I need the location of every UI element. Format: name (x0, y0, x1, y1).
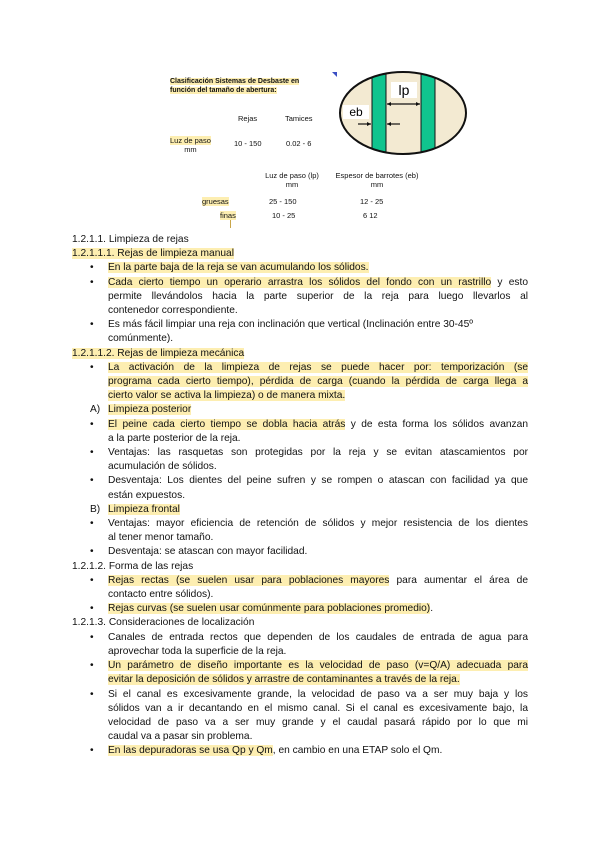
col-header-tamices: Tamices (285, 114, 313, 123)
r2-highlight: Rejas curvas (se suelen usar comúnmente para poblaciones promedio) (108, 603, 431, 615)
p1a-highlight: El peine cada cierto tiempo se dobla hacia atrás (108, 418, 346, 430)
c2b-line (72, 673, 528, 687)
eb-label: eb (349, 105, 363, 119)
r1b-text: contacto entre sólidos). (108, 589, 214, 601)
m2b-text: permite llevándolos hacia la parte superior de la reja para luego llevarlos al (108, 290, 528, 302)
p1a-rest: y de esta forma los sólidos avanzan (345, 418, 528, 430)
list-item-m2 (72, 276, 528, 290)
cursor-mark (230, 220, 231, 228)
list-item-m3: • Es más fácil limpiar una reja con inclinación que vertical (Inclinación entre 30-45º (72, 318, 528, 332)
col-header-espesor (332, 171, 422, 189)
row-label-gruesas: gruesas (202, 197, 229, 206)
list-item-m1 (72, 261, 528, 275)
k1b-text: programa cada cierto tiempo), pérdida de carga (cuando la pérdida de carga llega a (108, 376, 528, 388)
k1c-line (72, 389, 528, 403)
heading-12112 (72, 347, 528, 361)
heading-1213: 1.2.1.3. Consideraciones de localización (72, 617, 255, 629)
m2c-text: contenedor correspondiente. (108, 305, 238, 317)
list-item-c1: • Canales de entrada rectos que dependen de los caudales de entrada de agua para (72, 631, 528, 645)
row-label-finas: finas (220, 211, 236, 220)
col-header-espesor-line2: mm (370, 180, 384, 189)
list-item-c3: • Si el canal es excesivamente grande, la velocidad de paso va a ser muy baja y los (72, 688, 528, 702)
r2-rest: . (430, 603, 434, 615)
finas-espesor: 6 12 (363, 211, 378, 220)
heading-1212: 1.2.1.2. Forma de las rejas (72, 560, 194, 572)
c1b-text: aprovechar toda la superficie de la reja. (108, 645, 287, 657)
heading-12111-text: 1.2.1.1.1. Rejas de limpieza manual (72, 248, 234, 260)
list-item-p3: • Desventaja: Los dientes del peine sufren y se rompen o atascan con facilidad ya que (72, 474, 528, 488)
col-header-luz (257, 171, 327, 189)
col-header-espesor-line1: Espesor de barrotes (eb) (335, 171, 419, 180)
c2a-text: Un parámetro de diseño importante es la velocidad de paso (v=Q/A) adecuada para (108, 660, 528, 672)
lp-label: lp (398, 82, 410, 98)
list-item-f1: • Ventajas: mayor eficiencia de retención de sólidos y mejor resistencia de los dientes (72, 517, 528, 531)
c4-rest: , en cambio en una ETAP solo el Qm. (272, 745, 443, 757)
col-header-rejas: Rejas (238, 114, 258, 123)
row-label-luz (170, 136, 211, 154)
subsection-a (72, 403, 528, 417)
subsection-b (72, 503, 528, 517)
c3b-text: sólidos van a ir decantando en el mismo canal. Si el canal es excesivamente bajo, la (108, 702, 528, 714)
m2a-rest: y esto (491, 276, 529, 288)
row-label-luz-line2: mm (184, 145, 197, 154)
subsection-b-text: Limpieza frontal (108, 503, 180, 515)
c3d-text: caudal va a pasar sin problema. (108, 731, 253, 743)
subsection-a-text: Limpieza posterior (108, 404, 192, 416)
r1a-highlight: Rejas rectas (se suelen usar para poblaciones mayores (108, 574, 390, 586)
c2b-text: evitar la deposición de sólidos y arrastre de contaminantes a través de la reja. (108, 674, 460, 686)
p3b-text: están expuestos. (108, 489, 186, 501)
figure-title-line1: Clasificación Sistemas de Desbaste en (170, 78, 300, 85)
list-item-k1 (72, 361, 528, 375)
list-item-f2: • Desventaja: se atascan con mayor facilidad. (72, 545, 528, 559)
list-item-p2: • Ventajas: las rasquetas son protegidas por la reja y se evitan atascamientos por (72, 446, 528, 460)
c3c-text: velocidad de paso va a ser muy grande y el caudal pasará rápido por lo que mi (108, 716, 528, 728)
heading-12112-text: 1.2.1.1.2. Rejas de limpieza mecánica (72, 347, 245, 359)
row-label-luz-line1: Luz de paso (170, 136, 211, 145)
rejas-range: 10 - 150 (234, 139, 262, 148)
m3b-text: comúnmente). (108, 333, 174, 345)
tamices-range: 0.02 - 6 (286, 139, 312, 148)
gruesas-espesor: 12 - 25 (360, 197, 384, 206)
m1-text: En la parte baja de la reja se van acumulando los sólidos. (108, 262, 369, 274)
subsection-a-label: A) (90, 404, 101, 416)
list-item-c2 (72, 659, 528, 673)
subsection-b-label: B) (90, 503, 101, 515)
p2b-text: acumulación de sólidos. (108, 461, 217, 473)
k1b-line (72, 375, 528, 389)
bar-left (372, 68, 386, 158)
list-item-p1 (72, 418, 528, 432)
f1b-text: al tener menor tamaño. (108, 532, 214, 544)
list-item-r1 (72, 574, 528, 588)
list-item-r2 (72, 602, 528, 616)
figure-title-line2: función del tamaño de abertura: (170, 87, 277, 94)
col-header-luz-line1: Luz de paso (lp) (265, 171, 319, 180)
document-body (72, 233, 528, 759)
grate-diagram (330, 68, 470, 158)
col-header-luz-line2: mm (285, 180, 299, 189)
k1a-text: La activación de la limpieza de rejas se puede hacer por: temporización (se (108, 361, 528, 373)
r1a-rest: para aumentar el área de (389, 574, 528, 586)
heading-1211: 1.2.1.1. Limpieza de rejas (72, 234, 189, 245)
list-item-c4 (72, 744, 528, 758)
p1b-text: a la parte posterior de la reja. (108, 432, 241, 444)
k1c-text: cierto valor se activa la limpieza) o de manera mixta. (108, 390, 346, 402)
corner-marker (332, 72, 337, 77)
bar-right (421, 68, 435, 158)
c4-highlight: En las depuradoras se usa Qp y Qm (108, 745, 273, 757)
m2a-highlight: Cada cierto tiempo un operario arrastra los sólidos del fondo con un rastrillo (108, 276, 492, 288)
heading-12111 (72, 247, 528, 261)
figure-title (170, 77, 320, 95)
finas-luz: 10 - 25 (272, 211, 296, 220)
gruesas-luz: 25 - 150 (269, 197, 297, 206)
